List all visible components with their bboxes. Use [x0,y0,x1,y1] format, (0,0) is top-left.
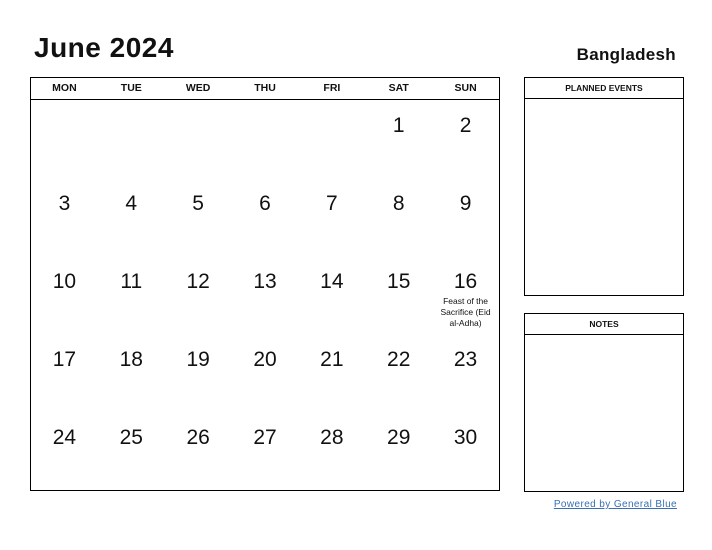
day-number: 7 [326,192,338,215]
weekday-thu: THU [254,82,276,94]
notes-heading: NOTES [525,314,683,335]
day-cell[interactable] [232,100,299,178]
day-number: 25 [119,426,143,449]
day-cell[interactable] [232,178,299,256]
day-cell[interactable] [365,256,432,334]
weekday-header [31,78,499,100]
day-number: 17 [52,348,77,371]
day-number: 13 [253,270,277,293]
day-cell[interactable] [298,412,365,490]
day-number: 3 [58,192,71,215]
day-number: 10 [52,270,77,293]
day-cell[interactable] [432,100,499,178]
day-cell[interactable] [165,256,232,334]
calendar-grid [31,100,499,490]
day-number: 19 [186,348,210,371]
day-cell[interactable] [98,178,165,256]
weekday-sun: SUN [454,82,477,94]
day-cell[interactable] [298,178,365,256]
day-number: 28 [320,426,344,449]
day-number: 1 [392,114,405,137]
day-cell[interactable] [298,100,365,178]
day-number: 27 [253,426,277,449]
weekday-mon: MON [52,82,77,94]
holiday-label: Feast of the Sacrifice (Eid al-Adha) [440,296,491,328]
day-number: 23 [453,348,478,371]
day-number: 4 [125,192,138,215]
page-title: June 2024 [34,32,174,63]
day-number: 6 [259,192,271,215]
day-number: 8 [392,192,405,215]
day-cell[interactable] [165,100,232,178]
day-number: 30 [453,426,478,449]
day-cell[interactable] [31,100,98,178]
day-number: 2 [459,114,472,137]
weekday-wed: WED [185,82,211,94]
day-cell[interactable] [432,412,499,490]
day-number: 9 [459,192,472,215]
day-number: 12 [186,270,210,293]
day-cell[interactable] [232,256,299,334]
day-number: 15 [387,270,411,293]
weekday-sat: SAT [388,82,409,94]
day-cell[interactable] [98,412,165,490]
planned-events-panel [524,77,684,296]
country-label: Bangladesh [576,45,676,64]
day-number: 14 [320,270,344,293]
day-cell[interactable] [365,412,432,490]
day-cell[interactable] [31,256,98,334]
day-cell[interactable] [365,100,432,178]
day-cell[interactable] [31,412,98,490]
day-number: 18 [119,348,143,371]
day-cell[interactable] [98,334,165,412]
day-number: 16 [453,270,478,293]
weekday-fri: FRI [323,82,341,94]
day-cell[interactable] [165,412,232,490]
day-cell[interactable] [31,178,98,256]
day-number: 20 [253,348,277,371]
day-number: 21 [320,348,344,371]
day-cell[interactable] [432,178,499,256]
day-cell[interactable] [98,256,165,334]
day-number: 22 [387,348,411,371]
day-number: 26 [186,426,210,449]
day-cell[interactable] [165,334,232,412]
day-cell[interactable] [31,334,98,412]
notes-panel [524,313,684,492]
day-cell[interactable] [432,334,499,412]
day-number: 11 [120,270,143,293]
day-number: 24 [52,426,77,449]
day-cell[interactable] [298,256,365,334]
day-cell[interactable] [232,412,299,490]
day-number: 5 [192,192,204,215]
day-cell[interactable] [165,178,232,256]
day-cell[interactable] [298,334,365,412]
day-cell[interactable] [365,178,432,256]
day-cell[interactable] [432,256,499,334]
month-calendar [30,77,500,491]
day-cell[interactable] [98,100,165,178]
day-cell[interactable] [365,334,432,412]
powered-by-link[interactable]: Powered by General Blue [553,499,677,510]
day-number: 29 [387,426,411,449]
day-cell[interactable] [232,334,299,412]
weekday-tue: TUE [120,82,142,94]
planned-events-heading: PLANNED EVENTS [525,78,683,99]
